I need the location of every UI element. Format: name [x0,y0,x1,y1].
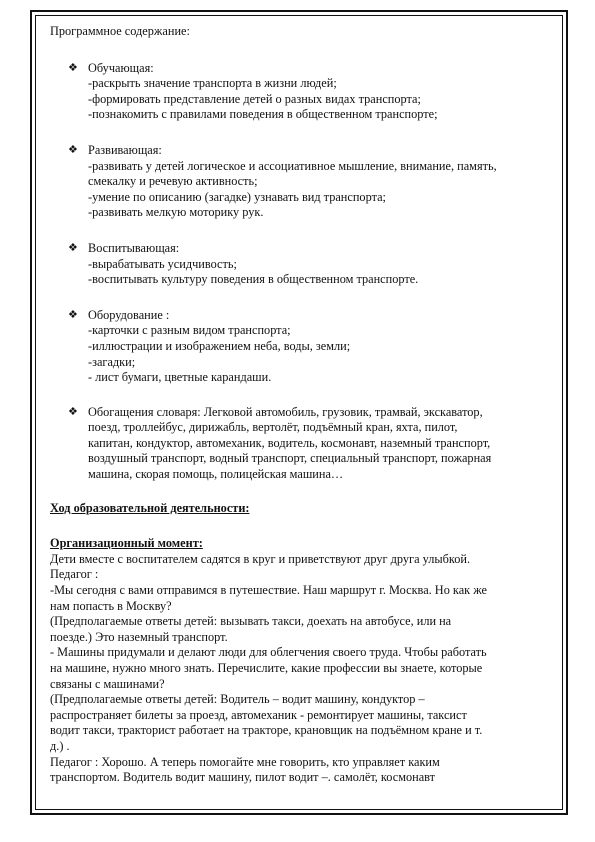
section-equipment [50,308,550,386]
section-line: -карточки с разным видом транспорта; [88,323,291,338]
section-line: - лист бумаги, цветные карандаши. [88,370,272,385]
diamond-bullet-icon: ❖ [68,405,78,418]
body-line: Педагог : [50,567,99,582]
diamond-bullet-icon: ❖ [68,308,78,321]
body-line: - Машины придумали и делают люди для облегчения своего труда. Чтобы работать [50,645,487,660]
body-line: на машине, нужно много знать. Перечислите, какие профессии вы знаете, которые [50,661,483,675]
section-line: -развивать у детей логическое и ассоциативное мышление, внимание, память, [88,158,497,173]
body-text [50,552,550,786]
body-line: Педагог : Хорошо. А теперь помогайте мне говорить, кто управляет каким [50,754,440,769]
section-line: -иллюстрации и изображением неба, воды, земли; [88,338,351,353]
section-line: -раскрыть значение транспорта в жизни людей; [88,76,337,91]
program-heading: Программное содержание: [50,24,190,38]
section-line: -познакомить с правилами поведения в общественном транспорте; [88,107,438,122]
vocabulary-line: капитан, кондуктор, автомеханик, водитель, космонавт, наземный транспорт, [88,435,491,450]
body-line: (Предполагаемые ответы детей: Водитель – водит машину, кондуктор – [50,692,425,707]
activity-heading: Ход образовательной деятельности: [50,500,250,515]
section-title: Обучающая: [88,60,154,75]
section-line: смекалку и речевую активность; [88,174,258,189]
body-line: нам попасть в Москву? [50,598,172,613]
section-line: -умение по описанию (загадке) узнавать вид транспорта; [88,189,386,204]
body-line: транспортом. Водитель водит машину, пилот водит –. самолёт, космонавт [50,770,436,785]
section-line: -развивать мелкую моторику рук. [88,205,264,220]
section-line: -воспитывать культуру поведения в общественном транспорте. [88,272,419,287]
section-educating [50,241,550,288]
body-line: связаны с машинами? [50,676,165,691]
section-vocabulary [50,405,550,483]
section-title: Воспитывающая: [88,240,180,255]
vocabulary-line: Обогащения словаря: Легковой автомобиль, грузовик, трамвай, экскаватор, [88,404,483,419]
section-teaching [50,61,550,123]
section-title: Развивающая: [88,142,162,157]
body-line: распространяет билеты за проезд, автомеханик - ремонтирует машины, таксист [50,707,467,722]
org-moment-heading: Организационный момент: [50,536,203,551]
body-line: поезде.) Это наземный транспорт. [50,629,228,644]
diamond-bullet-icon: ❖ [68,241,78,254]
body-line: (Предполагаемые ответы детей: вызывать такси, доехать на автобусе, или на [50,614,452,629]
section-developing [50,143,550,221]
body-line: Дети вместе с воспитателем садятся в круг и приветствуют друг друга улыбкой. [50,551,471,566]
body-line: водит такси, тракторист работает на тракторе, крановщик на подъёмном кране и т. [50,723,483,738]
vocabulary-line: машина, скорая помощь, полицейская машина… [88,467,344,482]
section-line: -формировать представление детей о разных видах транспорта; [88,91,421,106]
body-line: -Мы сегодня с вами отправимся в путешествие. Наш маршрут г. Москва. Но как же [50,583,488,598]
section-line: -вырабатывать усидчивость; [88,256,237,271]
section-title: Оборудование : [88,307,170,322]
section-line: -загадки; [88,354,136,369]
vocabulary-line: воздушный транспорт, водный транспорт, специальный транспорт, пожарная [88,451,492,466]
diamond-bullet-icon: ❖ [68,143,78,156]
body-line: д.) . [50,738,70,753]
diamond-bullet-icon: ❖ [68,61,78,74]
vocabulary-line: поезд, троллейбус, дирижабль, вертолёт, подъёмный кран, яхта, пилот, [88,420,458,435]
document-body [50,24,550,786]
